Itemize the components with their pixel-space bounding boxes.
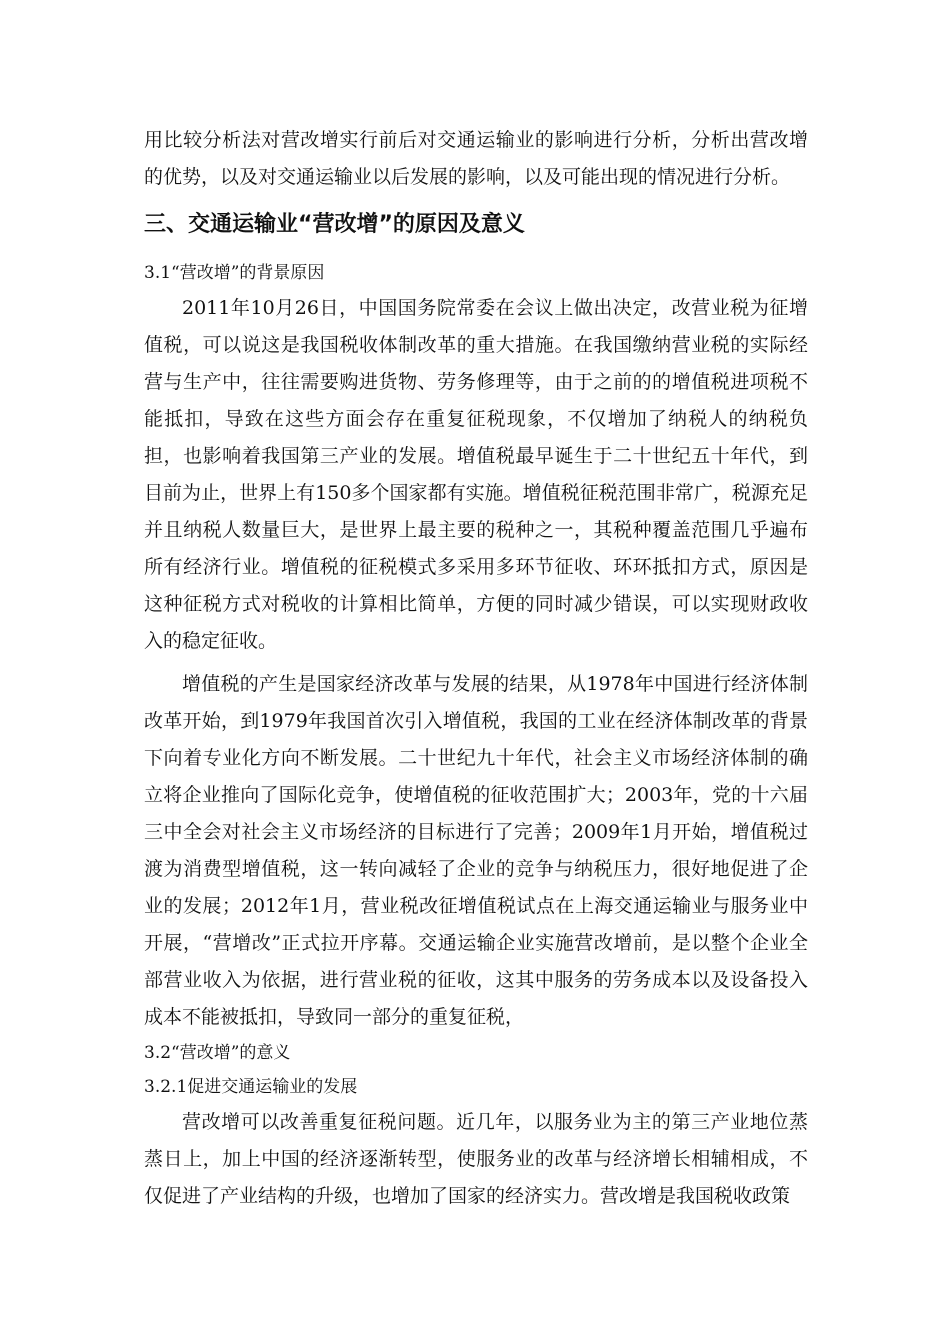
subsection-3-2-heading: 3.2“营改增”的意义 — [144, 1043, 291, 1063]
section-3-heading: 三、交通运输业“营改增”的原因及意义 — [144, 212, 525, 237]
paragraph-3-1-a: 2011年10月26日，中国国务院常委在会议上做出决定，改营业税为征增值税，可以说这是我国税收体制改革的重大措施。在我国缴纳营业税的实际经营与生产中，往往需要购进货物、劳务修理等，由于之前的的增值税进项税不能抵扣，导致在这些方面会存在重复征税现象，不仅增加了纳税人的纳税负担，也影响着我国第三产业的发展。增值税最早诞生于二十世纪五十年代，到目前为止，世界上有150多个国家都有实施。增值税征税范围非常广，税源充足并且纳税人数量巨大，是世界上最主要的税种之一，其税种覆盖范围几乎遍布所有经济行业。增值税的征税模式多采用多环节征收、环环抵扣方式，原因是这种征税方式对税收的计算相比简单，方便的同时减少错误，可以实现财政收入的稳定征收。 — [144, 297, 808, 652]
subsection-3-1-heading: 3.1“营改增”的背景原因 — [144, 263, 325, 283]
subsection-3-2-1-heading: 3.2.1促进交通运输业的发展 — [144, 1077, 358, 1097]
document-page — [144, 122, 808, 1215]
paragraph-3-1-b: 增值税的产生是国家经济改革与发展的结果，从1978年中国进行经济体制改革开始，到1979年我国首次引入增值税，我国的工业在经济体制改革的背景下向着专业化方向不断发展。二十世纪九十年代，社会主义市场经济体制的确立将企业推向了国际化竞争，使增值税的征收范围扩大；2003年，党的十六届三中全会对社会主义市场经济的目标进行了完善；2009年1月开始，增值税过渡为消费型增值税，这一转向减轻了企业的竞争与纳税压力，很好地促进了企业的发展；2012年1月，营业税改征增值税试点在上海交通运输业与服务业中开展，“营增改”正式拉开序幕。交通运输企业实施营改增前，是以整个企业全部营业收入为依据，进行营业税的征收，这其中服务的劳务成本以及设备投入成本不能被抵扣，导致同一部分的重复征税， — [144, 673, 808, 1028]
intro-paragraph: 用比较分析法对营改增实行前后对交通运输业的影响进行分析，分析出营改增的优势，以及对交通运输业以后发展的影响，以及可能出现的情况进行分析。 — [144, 129, 808, 188]
paragraph-3-2-1: 营改增可以改善重复征税问题。近几年，以服务业为主的第三产业地位蒸蒸日上，加上中国的经济逐渐转型，使服务业的改革与经济增长相辅相成，不仅促进了产业结构的升级，也增加了国家的经济实力。营改增是我国税收政策 — [144, 1111, 808, 1207]
